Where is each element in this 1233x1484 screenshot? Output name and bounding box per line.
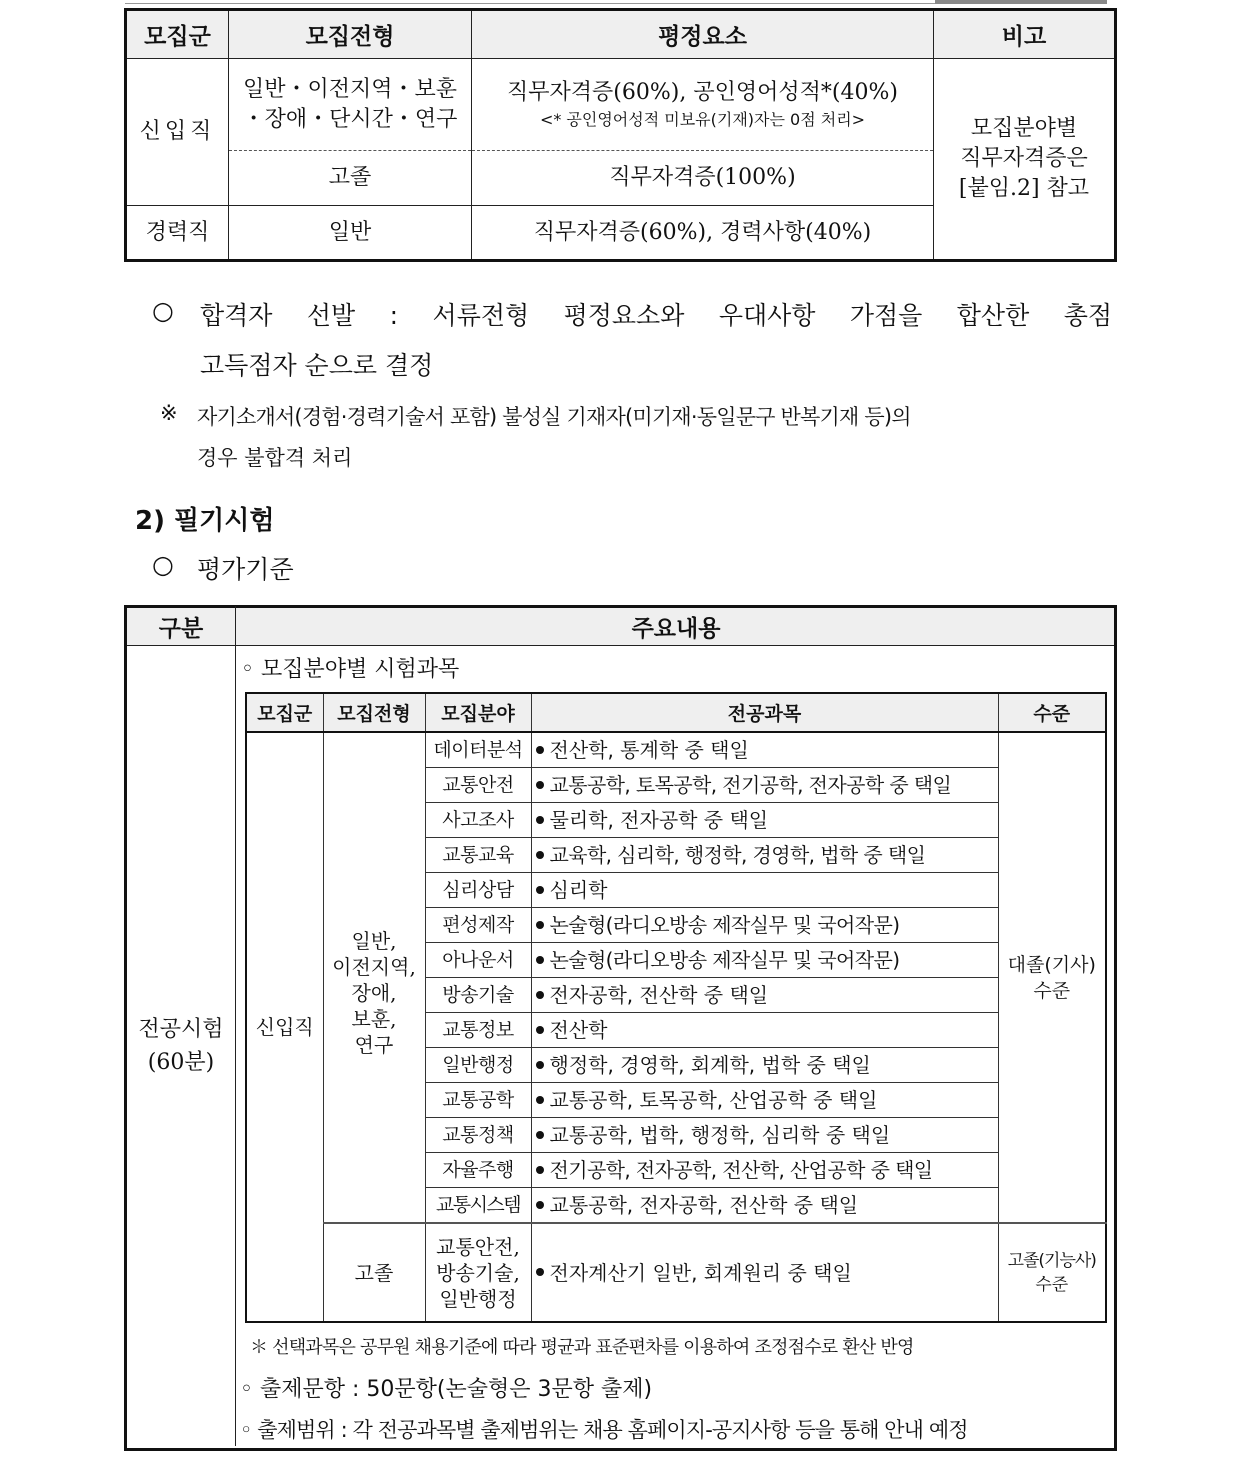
sub-label: 평가기준 [197, 555, 294, 584]
bullet-icon [536, 1096, 544, 1104]
remark-line2: 직무자격증은 [960, 146, 1088, 171]
subjects-title: ◦ 모집분야별 시험과목 [241, 657, 460, 682]
subjects-text: 교육학, 심리학, 행정학, 경영학, 법학 중 택일 [549, 843, 926, 867]
document-screening-table [124, 8, 1117, 262]
level-line: 대졸(기사) [1007, 953, 1096, 976]
field-cell: 교통공학 [425, 1083, 531, 1118]
footnote: ＊ 선택과목은 공무원 채용기준에 따라 평균과 표준편차를 이용하여 조정점수로 환산 반영 [250, 1337, 914, 1358]
bullet-icon [536, 746, 544, 754]
bullet-icon [536, 781, 544, 789]
bullet-icon [536, 1131, 544, 1139]
selection-line2: 고득점자 순으로 결정 [200, 351, 434, 380]
subjects-cell [531, 1153, 998, 1188]
field-cell: 일반행정 [425, 1048, 531, 1083]
inner-header-level: 수준 [998, 693, 1106, 732]
header-main-content: 주요내용 [631, 616, 721, 642]
type-gojol: 고졸 [229, 151, 472, 206]
sub-bullet: ○ [152, 550, 174, 579]
subjects-text: 심리학 [549, 878, 608, 902]
subjects-text: 논술형(라디오방송 제작실무 및 국어작문) [549, 948, 900, 972]
type-general-line2: ・장애・단시간・연구 [242, 106, 458, 132]
section-heading: 2) 필기시험 [135, 506, 275, 536]
gojol-fields-cell [425, 1223, 531, 1322]
inner-header-field: 모집분야 [425, 693, 531, 732]
table-row [246, 1223, 1106, 1322]
note-line2: 경우 불합격 처리 [197, 446, 353, 470]
category-line1: 전공시험 [138, 1017, 224, 1042]
subjects-header-row [246, 693, 1106, 732]
subjects-cell [531, 943, 998, 978]
gojol-field-line: 일반행정 [439, 1286, 517, 1311]
remark-line3: [붙임.2] 참고 [958, 176, 1090, 201]
bullet-icon [536, 1026, 544, 1034]
field-cell: 데이터분석 [425, 732, 531, 768]
bullet-icon [536, 886, 544, 894]
subjects-cell [531, 1118, 998, 1153]
subjects-text: 교통공학, 법학, 행정학, 심리학 중 택일 [549, 1123, 891, 1147]
subjects-cell [531, 1188, 998, 1224]
group-cell: 신입직 [246, 732, 323, 1322]
field-cell: 교통교육 [425, 838, 531, 873]
questions-info: ◦ 출제문항 : 50문항(논술형은 3문항 출제) [240, 1377, 653, 1402]
subjects-cell [531, 838, 998, 873]
header-recruit-type: 모집전형 [229, 10, 472, 59]
subjects-cell [531, 803, 998, 838]
subjects-cell [531, 732, 998, 768]
table-row [126, 59, 1116, 151]
type-general [229, 59, 472, 151]
table-header-row [126, 10, 1116, 59]
bullet-icon [536, 1061, 544, 1069]
bullet-icon [536, 851, 544, 859]
subjects-cell [531, 1048, 998, 1083]
header-category: 구분 [158, 616, 204, 642]
subjects-text: 교통공학, 토목공학, 전기공학, 전자공학 중 택일 [549, 773, 952, 797]
field-cell: 방송기술 [425, 978, 531, 1013]
field-cell: 자율주행 [425, 1153, 531, 1188]
criteria-general-text: 직무자격증(60%), 공인영어성적*(40%) [507, 79, 898, 105]
bullet-icon [536, 991, 544, 999]
note-line1: 자기소개서(경험·경력기술서 포함) 불성실 기재자(미기재·동일문구 반복기재 등)의 [197, 405, 911, 429]
top-bar [935, 0, 1107, 4]
field-cell: 교통안전 [425, 768, 531, 803]
bullet-icon [536, 921, 544, 929]
subjects-text: 물리학, 전자공학 중 택일 [549, 808, 769, 832]
field-cell: 교통시스템 [425, 1188, 531, 1224]
field-cell: 심리상담 [425, 873, 531, 908]
note-mark: ※ [160, 401, 178, 425]
inner-header-group: 모집군 [246, 693, 323, 732]
subjects-cell [531, 1083, 998, 1118]
bullet-icon [536, 1166, 544, 1174]
field-cell: 교통정보 [425, 1013, 531, 1048]
group-career: 경력직 [126, 206, 229, 261]
criteria-career: 직무자격증(60%), 경력사항(40%) [472, 206, 934, 261]
bullet-icon [536, 956, 544, 964]
level-line: 수준 [1033, 979, 1071, 1002]
gojol-level-cell [998, 1223, 1106, 1322]
criteria-general [472, 59, 934, 151]
type-general-cell [323, 732, 425, 1223]
bullet-icon [536, 1201, 544, 1209]
subjects-text: 전자공학, 전산학 중 택일 [549, 983, 769, 1007]
inner-header-subjects: 전공과목 [531, 693, 998, 732]
selection-line1: 합격자 선발 : 서류전형 평정요소와 우대사항 가점을 합산한 총점 [200, 301, 1112, 330]
type-gojol-cell: 고졸 [323, 1223, 425, 1322]
type-line: 연구 [354, 1032, 394, 1057]
level-general-cell [998, 732, 1106, 1223]
subjects-text: 전산학 [549, 1018, 608, 1042]
group-new-hire: 신입직 [126, 59, 229, 206]
header-recruit-group: 모집군 [126, 10, 229, 59]
type-general-line1: 일반・이전지역・보훈 [242, 76, 458, 102]
level-line: 고졸(기능사) [1007, 1250, 1096, 1271]
gojol-field-line: 방송기술, [436, 1260, 520, 1285]
level-line: 수준 [1035, 1274, 1069, 1295]
gojol-field-line: 교통안전, [436, 1234, 520, 1259]
inner-header-type: 모집전형 [323, 693, 425, 732]
category-cell [127, 1013, 235, 1079]
field-cell: 편성제작 [425, 908, 531, 943]
subjects-text: 행정학, 경영학, 회계학, 법학 중 택일 [549, 1053, 871, 1077]
top-rule [125, 3, 935, 4]
table-row [246, 732, 1106, 768]
subjects-text: 논술형(라디오방송 제작실무 및 국어작문) [549, 913, 900, 937]
bullet-icon [536, 1268, 544, 1276]
bullet-icon [536, 816, 544, 824]
field-cell: 사고조사 [425, 803, 531, 838]
subjects-text: 교통공학, 토목공학, 산업공학 중 택일 [549, 1088, 878, 1112]
selection-bullet: ○ [152, 296, 174, 325]
subjects-cell [531, 768, 998, 803]
header-criteria: 평정요소 [472, 10, 934, 59]
scope-info: ◦ 출제범위 : 각 전공과목별 출제범위는 채용 홈페이지-공지사항 등을 통해 안내 예정 [240, 1418, 968, 1442]
type-line: 일반, [351, 928, 397, 953]
table2-divider [235, 606, 236, 1446]
remark-cell [934, 59, 1116, 261]
category-line2: (60분) [147, 1050, 215, 1075]
field-cell: 아나운서 [425, 943, 531, 978]
gojol-subjects-cell [531, 1223, 998, 1322]
subjects-text: 교통공학, 전자공학, 전산학 중 택일 [549, 1193, 859, 1217]
subjects-text: 전기공학, 전자공학, 전산학, 산업공학 중 택일 [549, 1158, 933, 1182]
subjects-cell [531, 1013, 998, 1048]
subjects-table [245, 692, 1107, 1323]
subjects-text: 전산학, 통계학 중 택일 [549, 738, 749, 762]
type-line: 이전지역, [332, 954, 416, 979]
remark-line1: 모집분야별 [970, 116, 1078, 141]
subjects-cell [531, 908, 998, 943]
criteria-general-note: <* 공인영어성적 미보유(기재)자는 0점 처리> [539, 109, 866, 129]
subjects-cell [531, 873, 998, 908]
subjects-text: 전자계산기 일반, 회계원리 중 택일 [549, 1260, 852, 1285]
criteria-gojol: 직무자격증(100%) [472, 151, 934, 206]
type-career: 일반 [229, 206, 472, 261]
subjects-cell [531, 978, 998, 1013]
type-line: 장애, [351, 980, 397, 1005]
type-line: 보훈, [351, 1006, 397, 1031]
field-cell: 교통정책 [425, 1118, 531, 1153]
header-remark: 비고 [934, 10, 1116, 59]
